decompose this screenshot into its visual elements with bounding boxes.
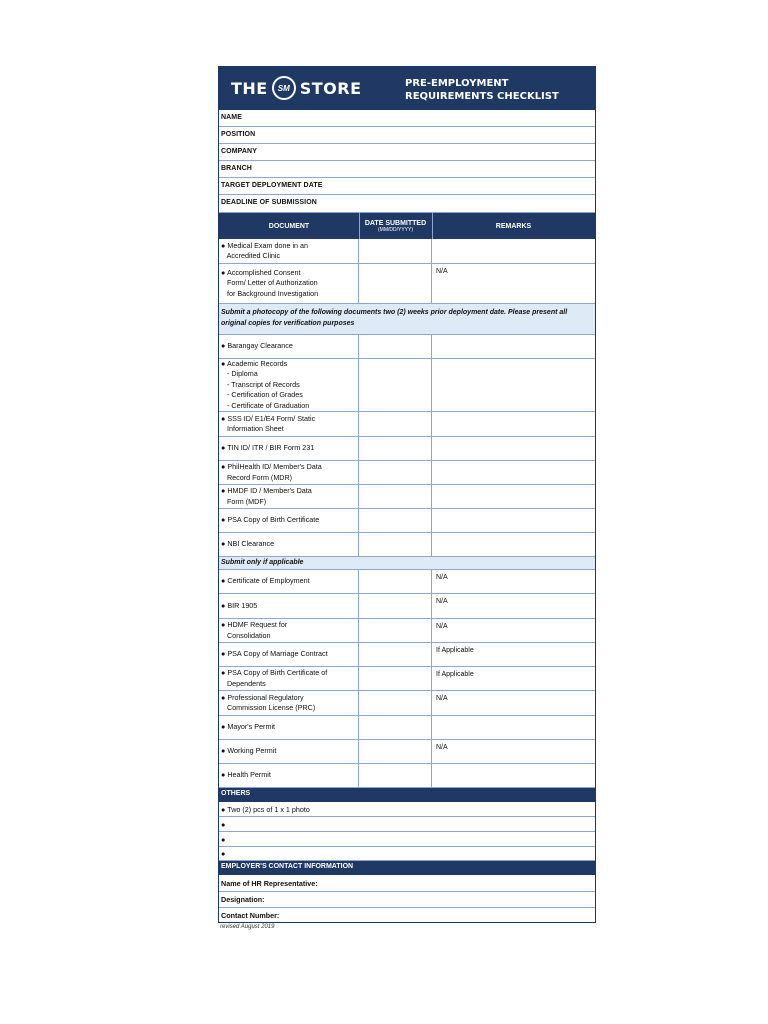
table-row xyxy=(219,740,595,764)
document-cell xyxy=(219,643,359,666)
title-line2: REQUIREMENTS CHECKLIST xyxy=(405,91,559,102)
document-cell xyxy=(219,461,359,484)
others-item[interactable]: ● xyxy=(219,847,595,861)
document-name: ● HMDF ID / Member's Data Form (MDF) xyxy=(221,486,312,506)
table-row xyxy=(219,239,595,264)
document-name: ● TIN ID/ ITR / BIR Form 231 xyxy=(221,443,315,453)
field-row-name[interactable] xyxy=(219,110,595,127)
remarks-cell[interactable] xyxy=(432,461,595,484)
document-name: ● Certificate of Employment xyxy=(221,576,310,586)
field-row-branch[interactable] xyxy=(219,161,595,178)
document-cell xyxy=(219,335,359,358)
document-cell xyxy=(219,691,359,715)
remarks-cell[interactable]: N/A xyxy=(436,695,448,702)
document-cell xyxy=(219,359,359,411)
remarks-cell[interactable] xyxy=(432,359,595,411)
field-row-target-date[interactable] xyxy=(219,178,595,195)
table-row xyxy=(219,461,595,485)
document-cell xyxy=(219,437,359,460)
document-name: ● Barangay Clearance xyxy=(221,341,293,351)
document-cell xyxy=(219,239,359,263)
document-name: ● Accomplished Consent Form/ Letter of Authorization for Background Investigation xyxy=(221,267,319,298)
date-submitted-cell[interactable] xyxy=(359,716,432,739)
date-submitted-cell[interactable] xyxy=(359,412,432,436)
document-name: ● PhilHealth ID/ Member's Data Record Form (MDR) xyxy=(221,462,322,482)
document-title xyxy=(405,77,575,103)
col-date-format: (MM/DD/YYYY) xyxy=(378,226,413,233)
remarks-cell[interactable]: N/A xyxy=(436,268,448,275)
document-cell xyxy=(219,667,359,690)
remarks-cell[interactable]: N/A xyxy=(436,574,448,581)
field-label: TARGET DEPLOYMENT DATE xyxy=(221,182,323,189)
remarks-cell[interactable] xyxy=(432,412,595,436)
others-item[interactable]: ● Two (2) pcs of 1 x 1 photo xyxy=(219,802,595,817)
remarks-cell[interactable]: N/A xyxy=(436,598,448,605)
document-name: ● PSA Copy of Birth Certificate of Dependents xyxy=(221,668,328,688)
document-name: ● Academic Records - Diploma - Transcript of Records - Certification of Grades - Certificate of Graduation xyxy=(221,358,310,410)
document-name: ● PSA Copy of Marriage Contract xyxy=(221,649,328,659)
remarks-cell[interactable] xyxy=(432,335,595,358)
field-label: NAME xyxy=(221,114,243,121)
date-submitted-cell[interactable] xyxy=(359,264,432,303)
remarks-cell[interactable]: N/A xyxy=(436,744,448,751)
table-header xyxy=(219,213,595,239)
table-row xyxy=(219,764,595,788)
hr-representative-field[interactable]: Name of HR Representative: xyxy=(219,875,595,892)
field-row-company[interactable] xyxy=(219,144,595,161)
applicable-instruction: Submit only if applicable xyxy=(219,557,595,570)
remarks-cell[interactable] xyxy=(432,509,595,532)
document-cell xyxy=(219,764,359,787)
date-submitted-cell[interactable] xyxy=(359,740,432,763)
table-row xyxy=(219,691,595,716)
table-row xyxy=(219,359,595,412)
date-submitted-cell[interactable] xyxy=(359,643,432,666)
field-label: POSITION xyxy=(221,131,256,138)
checklist-sheet xyxy=(218,66,596,923)
document-cell xyxy=(219,570,359,593)
document-name: ● Medical Exam done in an Accredited Clinic xyxy=(221,240,309,260)
remarks-cell[interactable] xyxy=(432,437,595,460)
date-submitted-cell[interactable] xyxy=(359,691,432,715)
others-item[interactable]: ● xyxy=(219,817,595,832)
document-name: ● BIR 1905 xyxy=(221,600,258,610)
document-name: ● PSA Copy of Birth Certificate xyxy=(221,515,320,525)
remarks-cell[interactable] xyxy=(432,716,595,739)
col-date-header xyxy=(359,213,433,239)
document-cell xyxy=(219,619,359,642)
sm-logo-icon: SM xyxy=(272,76,296,100)
document-cell xyxy=(219,594,359,618)
remarks-cell[interactable] xyxy=(432,764,595,787)
field-row-position[interactable] xyxy=(219,127,595,144)
document-cell xyxy=(219,509,359,532)
table-row xyxy=(219,643,595,667)
table-row xyxy=(219,594,595,619)
revision-note: revised August 2019 xyxy=(220,924,275,930)
table-row xyxy=(219,437,595,461)
remarks-cell[interactable]: N/A xyxy=(436,623,448,630)
document-cell xyxy=(219,716,359,739)
remarks-cell[interactable] xyxy=(432,533,595,556)
document-cell xyxy=(219,412,359,436)
remarks-cell[interactable]: If Applicable xyxy=(436,647,474,654)
remarks-cell[interactable] xyxy=(432,239,595,263)
date-submitted-cell[interactable] xyxy=(359,533,432,556)
contact-section-title: EMPLOYER'S CONTACT INFORMATION xyxy=(219,861,595,875)
document-cell xyxy=(219,485,359,508)
document-cell xyxy=(219,533,359,556)
table-row xyxy=(219,335,595,359)
date-submitted-cell[interactable] xyxy=(359,239,432,263)
table-row xyxy=(219,509,595,533)
header-banner xyxy=(219,67,595,110)
field-label: COMPANY xyxy=(221,148,257,155)
date-submitted-cell[interactable] xyxy=(359,437,432,460)
date-submitted-cell[interactable] xyxy=(359,764,432,787)
logo-the: THE xyxy=(231,78,268,98)
field-row-deadline[interactable] xyxy=(219,195,595,213)
document-name: ● Mayor's Permit xyxy=(221,722,276,732)
date-submitted-cell[interactable] xyxy=(359,667,432,690)
logo-store: STORE xyxy=(299,78,362,98)
table-row xyxy=(219,412,595,437)
field-label: DEADLINE OF SUBMISSION xyxy=(221,199,317,206)
table-row xyxy=(219,485,595,509)
document-name: ● HDMF Request for Consolidation xyxy=(221,620,288,640)
date-submitted-cell[interactable] xyxy=(359,335,432,358)
document-name: ● SSS ID/ E1/E4 Form/ Static Information Sheet xyxy=(221,413,316,433)
document-name: ● NBI Clearance xyxy=(221,539,275,549)
col-remarks-header: REMARKS xyxy=(495,222,532,230)
document-name: ● Working Permit xyxy=(221,746,277,756)
date-submitted-cell[interactable] xyxy=(359,359,432,411)
date-submitted-cell[interactable] xyxy=(359,509,432,532)
col-date-label: DATE SUBMITTED xyxy=(364,219,427,227)
document-cell xyxy=(219,264,359,303)
table-row xyxy=(219,619,595,643)
col-document-header: DOCUMENT xyxy=(219,213,360,239)
date-submitted-cell[interactable] xyxy=(359,485,432,508)
table-row xyxy=(219,570,595,594)
table-row xyxy=(219,667,595,691)
document-cell xyxy=(219,740,359,763)
date-submitted-cell[interactable] xyxy=(359,619,432,642)
store-logo xyxy=(231,75,362,101)
date-submitted-cell[interactable] xyxy=(359,570,432,593)
table-row xyxy=(219,716,595,740)
table-row xyxy=(219,264,595,304)
date-submitted-cell[interactable] xyxy=(359,594,432,618)
others-item[interactable]: ● xyxy=(219,832,595,847)
field-label: BRANCH xyxy=(221,165,252,172)
photocopy-instruction: Submit a photocopy of the following documents two (2) weeks prior deployment date. Please present all original copies for verification purposes xyxy=(219,304,595,335)
table-row xyxy=(219,533,595,557)
contact-number-field[interactable]: Contact Number: xyxy=(221,910,280,920)
designation-field[interactable]: Designation: xyxy=(219,892,595,908)
title-line1: PRE-EMPLOYMENT xyxy=(405,78,509,89)
others-section-title: OTHERS xyxy=(219,788,595,802)
date-submitted-cell[interactable] xyxy=(359,461,432,484)
remarks-cell[interactable]: If Applicable xyxy=(436,671,474,678)
document-name: ● Professional Regulatory Commission License (PRC) xyxy=(221,692,316,712)
document-name: ● Health Permit xyxy=(221,770,271,780)
remarks-cell[interactable] xyxy=(432,485,595,508)
